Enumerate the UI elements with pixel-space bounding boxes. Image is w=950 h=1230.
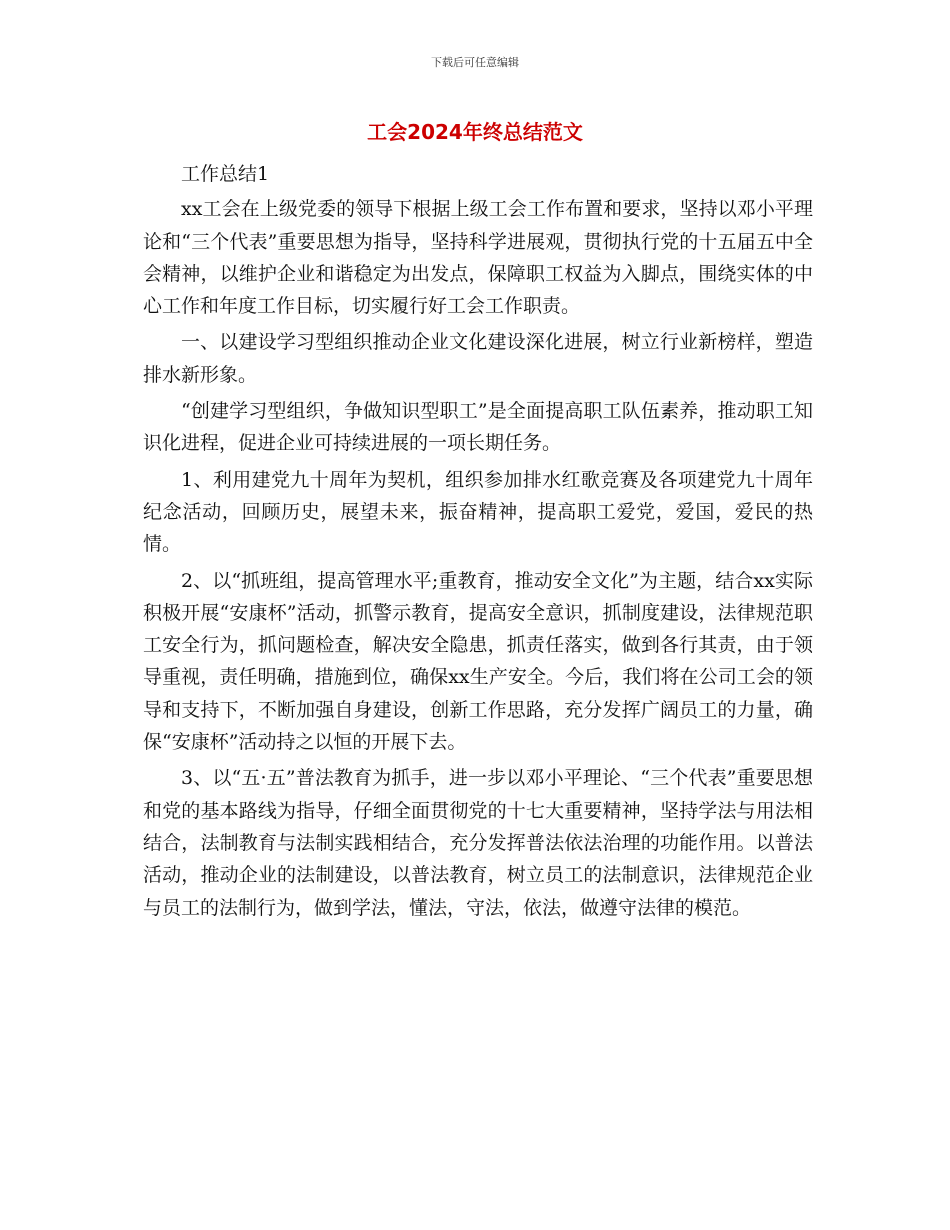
paragraph-learning-org: “创建学习型组织，争做知识型职工”是全面提高职工队伍素养，推动职工知识化进程，促进企业可持续进展的一项长期任务。 (143, 400, 813, 455)
paragraph-item-2: 2、以“抓班组，提高管理水平;重教育，推动安全文化”为主题，结合xx实际积极开展“安康杯”活动，抓警示教育，提高安全意识，抓制度建设，法律规范职工安全行为，抓问题检查，解决安全隐患，抓责任落实，做到各行其责，由于领导重视，责任明确，措施到位，确保xx生产安全。今后，我们将在公司工会的领导和支持下，不断加强自身建设，创新工作思路，充分发挥广阔员工的力量，确保“安康杯”活动持之以恒的开展下去。 (143, 569, 813, 754)
document-body (143, 158, 813, 928)
paragraph-section-one: 一、以建设学习型组织推动企业文化建设深化进展，树立行业新榜样，塑造排水新形象。 (143, 331, 813, 386)
document-title: 工会2024年终总结范文 (367, 120, 583, 144)
paragraph-item-1: 1、利用建党九十周年为契机，组织参加排水红歌竞赛及各项建党九十周年纪念活动，回顾历史，展望未来，振奋精神，提高职工爱党，爱国，爱民的热情。 (143, 468, 813, 556)
paragraph-intro: xx工会在上级党委的领导下根据上级工会工作布置和要求，坚持以邓小平理论和“三个代表”重要思想为指导，坚持科学进展观，贯彻执行党的十五届五中全会精神，以维护企业和谐稳定为出发点，保障职工权益为入脚点，围绕实体的中心工作和年度工作目标，切实履行好工会工作职责。 (143, 198, 813, 318)
paragraph-item-3: 3、以“五·五”普法教育为抓手，进一步以邓小平理论、“三个代表”重要思想和党的基本路线为指导，仔细全面贯彻党的十七大重要精神，坚持学法与用法相结合，法制教育与法制实践相结合，充分发挥普法依法治理的功能作用。以普法活动，推动企业的法制建设，以普法教育，树立员工的法制意识，法律规范企业与员工的法制行为，做到学法，懂法，守法，依法，做遵守法律的模范。 (143, 767, 813, 919)
section-heading: 工作总结1 (181, 163, 270, 185)
header-note: 下载后可任意编辑 (431, 56, 519, 69)
